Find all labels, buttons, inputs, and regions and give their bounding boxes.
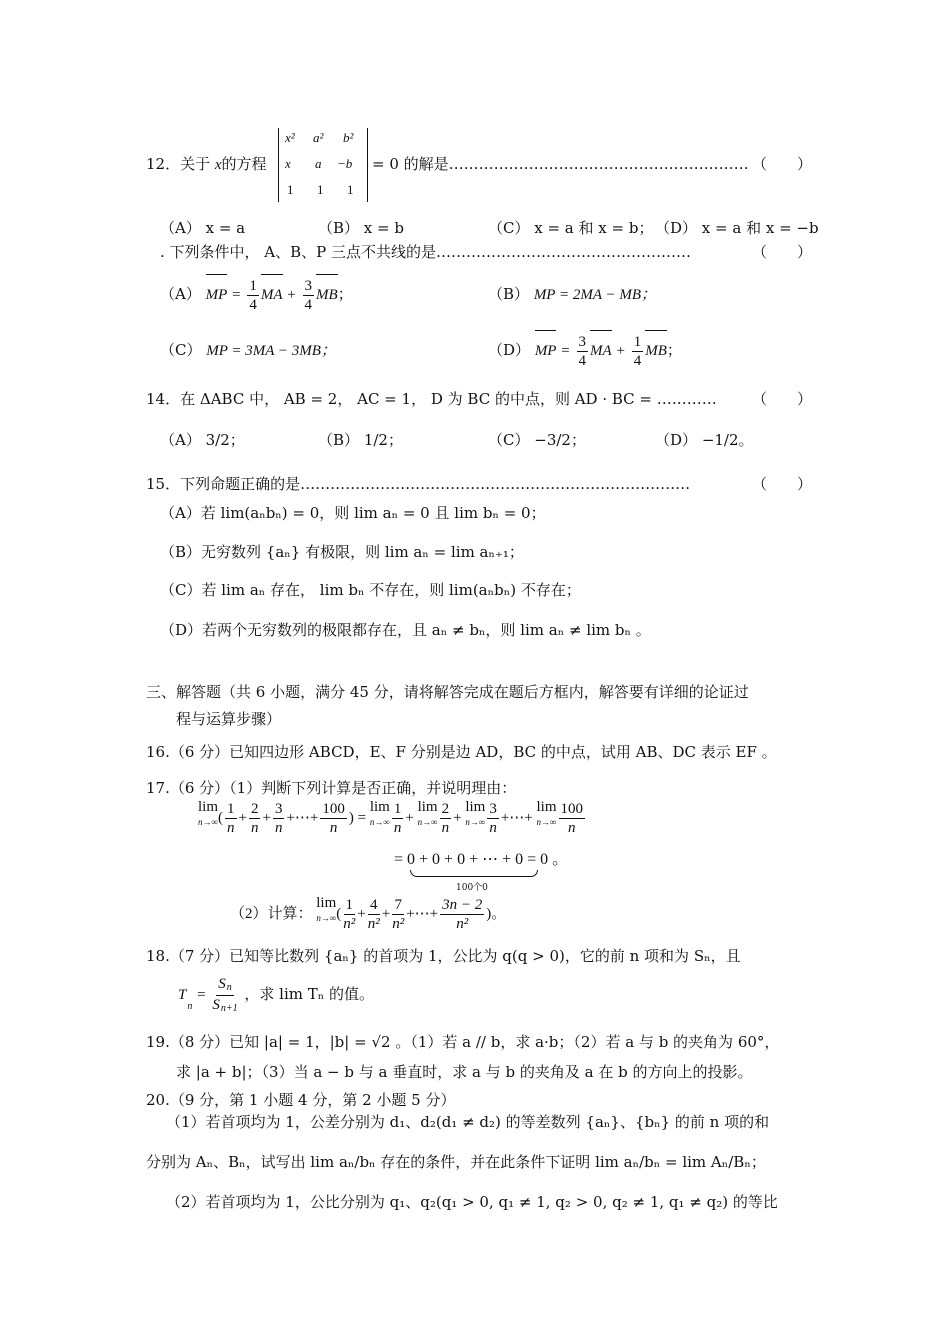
section3-line2: 程与运算步骤） <box>176 710 282 728</box>
q18-line2: $T_n$ = $\frac{Sn}{Sn+1}$ ，求 lim Tₙ 的值。 <box>178 975 375 1014</box>
q13-option-a: （A） MP = $\frac{1}{4}$ MA + $\frac{3}{4}$ MB； <box>160 274 353 315</box>
q17-head: 17.（6 分）（1）判断下列计算是否正确，并说明理由： <box>146 779 517 797</box>
det-cell: x² <box>285 130 295 145</box>
q16-text: 16.（6 分）已知四边形 ABCD，E、F 分别是边 AD，BC 的中点，试用 AB、DC 表示 EF 。 <box>146 743 777 761</box>
q12-after: = 0 的解是…………………………………………………… <box>372 155 749 173</box>
det-cell: x <box>285 156 291 171</box>
q15-option-a: （A）若 lim(aₙbₙ) = 0，则 lim aₙ = 0 且 lim bₙ = 0； <box>160 504 546 522</box>
q14-stem: 14．在 ΔABC 中， AB = 2， AC = 1， D 为 BC 的中点，则 AD · BC = ………… <box>146 390 717 408</box>
det-cell: a <box>315 156 322 171</box>
q13-option-b: （B） MP = 2MA − MB； <box>488 285 656 303</box>
q17-formula-2: = 0 + 0 + 0 + ⋯ + 0 = 0 。 <box>394 851 569 868</box>
q20-head: 20.（9 分，第 1 小题 4 分，第 2 小题 5 分） <box>146 1091 456 1109</box>
q14-option-b: （B） 1/2； <box>318 431 403 449</box>
det-cell: 1 <box>287 182 294 197</box>
q20-part1-line2: 分别为 Aₙ、Bₙ，试写出 lim aₙ/bₙ 存在的条件，并在此条件下证明 lim aₙ/bₙ = lim Aₙ/Bₙ； <box>146 1153 766 1171</box>
q14-option-d: （D） −1/2。 <box>655 431 754 449</box>
q13-option-c: （C） MP = 3MA − 3MB； <box>160 341 336 359</box>
q17-part2: （2）计算： lim n→∞ ( $\frac{1}{\text{n²}}$ + $\frac{4}{\text{n²}}$ + $\frac{7}{\text{n²}}$ +⋯+ $\frac{3n - 2}{\text{n²}}$ )。 <box>230 895 507 933</box>
section3-line1: 三、解答题（共 6 小题，满分 45 分，请将解答完成在题后方框内，解答要有详细的论证过 <box>146 683 749 701</box>
q12-option-a: （A） x = a <box>160 219 246 237</box>
q17-brace <box>410 870 538 877</box>
q12-paren: （ ） <box>752 155 813 173</box>
q15-paren: （ ） <box>752 475 813 493</box>
q13-paren: （ ） <box>752 243 813 261</box>
det-cell: −b <box>337 156 353 171</box>
q18-line1: 18.（7 分）已知等比数列 {aₙ} 的首项为 1，公比为 q(q > 0)，它的前 n 项和为 Sₙ，且 <box>146 947 741 965</box>
det-cell: b² <box>343 130 354 145</box>
q14-option-a: （A） 3/2； <box>160 431 245 449</box>
q12-option-d: （D） x = a 和 x = −b <box>655 219 819 237</box>
q15-option-c: （C）若 lim aₙ 存在， lim bₙ 不存在，则 lim(aₙbₙ) 不存在； <box>160 581 581 599</box>
q15-option-b: （B）无穷数列 {aₙ} 有极限，则 lim aₙ = lim aₙ₊₁； <box>160 543 524 561</box>
q12-option-b: （B） x = b <box>318 219 404 237</box>
q12-stem: 12．关于 x的方程 <box>146 155 267 173</box>
det-cell: a² <box>313 130 324 145</box>
q20-part2-line1: （2）若首项均为 1，公比分别为 q₁、q₂(q₁ > 0, q₁ ≠ 1, q₂ > 0, q₂ ≠ 1, q₁ ≠ q₂) 的等比 <box>166 1193 778 1211</box>
q15-stem: 15．下列命题正确的是…………………………………………………………………… <box>146 475 691 493</box>
q19-line1: 19.（8 分）已知 |a| = 1，|b| = √2 。（1）若 a // b，求 a·b；（2）若 a 与 b 的夹角为 60°， <box>146 1033 780 1051</box>
q13-option-d: （D） MP = $\frac{3}{4}$ MA + $\frac{1}{4}$ MB； <box>488 330 682 371</box>
q12-option-c: （C） x = a 和 x = b； <box>488 219 654 237</box>
q12-determinant <box>278 128 368 202</box>
det-cell: 1 <box>317 182 324 197</box>
q17-brace-label: 100个0 <box>456 883 488 893</box>
q15-option-d: （D）若两个无穷数列的极限都存在，且 aₙ ≠ bₙ，则 lim aₙ ≠ lim bₙ 。 <box>160 621 651 639</box>
q13-stem: . 下列条件中， A、B、P 三点不共线的是…………………………………………… <box>160 243 692 261</box>
det-cell: 1 <box>347 182 354 197</box>
q20-part1-line1: （1）若首项均为 1，公差分别为 d₁、d₂(d₁ ≠ d₂) 的等差数列 {aₙ}、{bₙ} 的前 n 项的和 <box>166 1113 770 1131</box>
q17-formula-1: lim n→∞ ( $\frac{1}{n}$ + $\frac{2}{n}$ + $\frac{3}{n}$ +⋯+ $\frac{100}{n}$ ) = lim n→∞ $\frac{1}{n}$ + lim n→∞ $\frac{2}{n}$ + lim n→∞ $\frac{3}{n}$ +⋯+ lim n→∞ $\frac{100}{n}$ <box>198 799 584 837</box>
q14-option-c: （C） −3/2； <box>488 431 586 449</box>
q14-paren: （ ） <box>752 390 813 408</box>
q19-line2: 求 |a + b|；（3）当 a − b 与 a 垂直时，求 a 与 b 的夹角及 a 在 b 的方向上的投影。 <box>176 1063 753 1081</box>
